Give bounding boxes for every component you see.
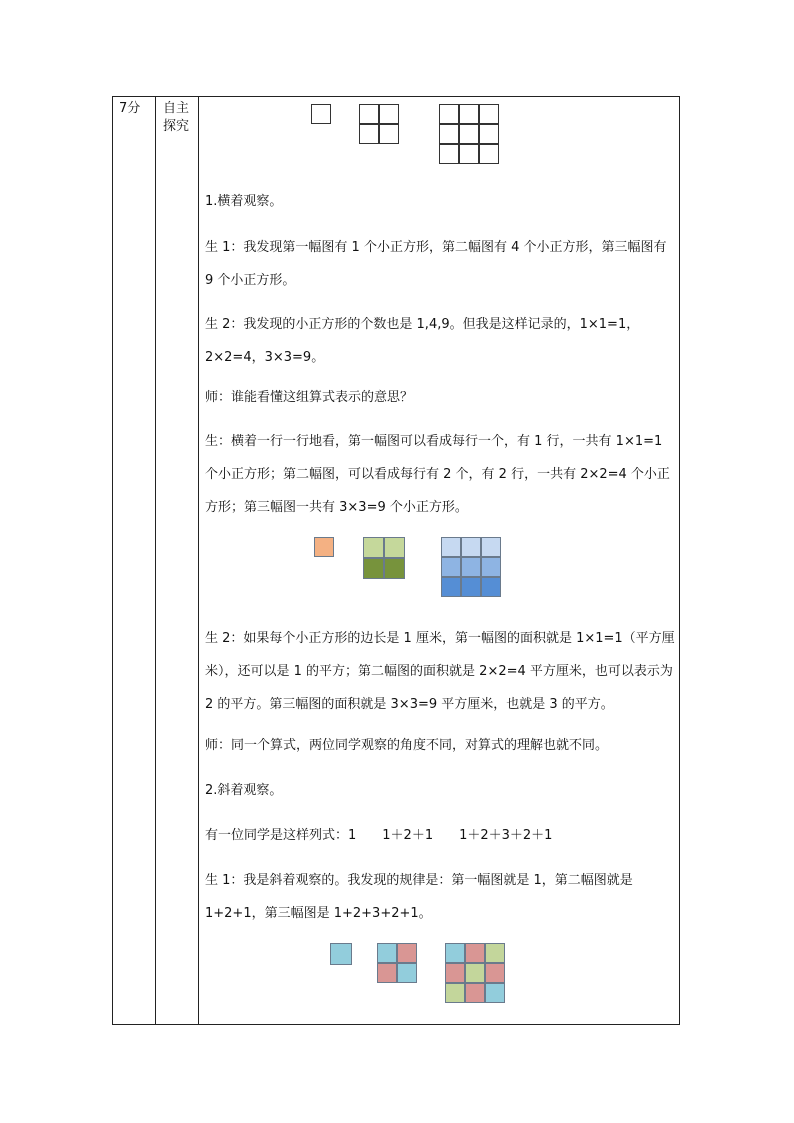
grid-cell <box>359 124 379 144</box>
grid-cell <box>461 557 481 577</box>
paragraph-5: 生：横着一行一行地看，第一幅图可以看成每行一个，有 1 行，一共有 1×1=1 个小正方形；第二幅图，可以看成每行有 2 个，有 2 行，一共有 2×2=4 个小正方形；第三幅图一共有 3×3=9 个小正方形。 <box>205 434 670 515</box>
grid-cell <box>363 558 384 579</box>
grid-cell <box>459 124 479 144</box>
colored-grid-3x3 <box>441 537 501 597</box>
outline-grid-3x3 <box>439 104 499 164</box>
grid-cell <box>397 943 417 963</box>
grid-cell <box>481 537 501 557</box>
paragraph-2: 生 1：我发现第一幅图有 1 个小正方形，第二幅图有 4 个小正方形，第三幅图有 9 个小正方形。 <box>205 240 667 288</box>
colored-grid-1x1 <box>314 537 334 557</box>
paragraph-8: 2.斜着观察。 <box>205 783 283 798</box>
grid-cell <box>479 104 499 124</box>
grid-cell <box>481 577 501 597</box>
paragraph-1: 1.横着观察。 <box>205 194 283 209</box>
column-divider-1 <box>155 97 156 1024</box>
paragraph-10: 生 1：我是斜着观察的。我发现的规律是：第一幅图就是 1，第二幅图就是 1+2+1，第三幅图是 1+2+3+2+1。 <box>205 873 633 921</box>
grid-cell <box>445 963 465 983</box>
grid-cell <box>465 943 485 963</box>
grid-cell <box>485 963 505 983</box>
grid-cell <box>384 537 405 558</box>
grid-cell <box>441 537 461 557</box>
grid-cell <box>377 963 397 983</box>
grid-cell <box>445 983 465 1003</box>
phase-cell: 自主探究 <box>163 101 190 134</box>
grid-cell <box>441 577 461 597</box>
grid-cell <box>441 557 461 577</box>
time-cell: 7分 <box>119 101 141 116</box>
lesson-table <box>112 96 680 1025</box>
grid-cell <box>311 104 331 124</box>
grid-cell <box>485 943 505 963</box>
paragraph-4: 师：谁能看懂这组算式表示的意思？ <box>205 390 414 405</box>
grid-cell <box>485 983 505 1003</box>
paragraph-9: 有一位同学是这样列式：1 1＋2＋1 1＋2＋3＋2＋1 <box>205 828 553 843</box>
paragraph-3: 生 2：我发现的小正方形的个数也是 1,4,9。但我是这样记录的，1×1=1，2×2=4，3×3=9。 <box>205 317 640 365</box>
column-divider-2 <box>198 97 199 1024</box>
grid-cell <box>379 124 399 144</box>
diagonal-grid-1x1 <box>330 943 352 965</box>
grid-cell <box>481 557 501 577</box>
paragraph-6: 生 2：如果每个小正方形的边长是 1 厘米，第一幅图的面积就是 1×1=1（平方厘米），还可以是 1 的平方；第二幅图的面积就是 2×2=4 平方厘米，也可以表示为 2 的平方。第三幅图的面积就是 3×3=9 平方厘米，也就是 3 的平方。 <box>205 631 675 712</box>
grid-cell <box>465 983 485 1003</box>
colored-grid-2x2 <box>363 537 405 579</box>
grid-cell <box>359 104 379 124</box>
grid-cell <box>379 104 399 124</box>
grid-cell <box>479 124 499 144</box>
grid-cell <box>314 537 334 557</box>
grid-cell <box>445 943 465 963</box>
diagonal-grid-2x2 <box>377 943 417 983</box>
grid-cell <box>459 104 479 124</box>
grid-cell <box>377 943 397 963</box>
grid-cell <box>461 537 481 557</box>
grid-cell <box>479 144 499 164</box>
grid-cell <box>397 963 417 983</box>
grid-cell <box>363 537 384 558</box>
grid-cell <box>461 577 481 597</box>
grid-cell <box>465 963 485 983</box>
diagonal-grid-3x3 <box>445 943 505 1003</box>
paragraph-7: 师：同一个算式，两位同学观察的角度不同，对算式的理解也就不同。 <box>205 738 609 753</box>
grid-cell <box>439 104 459 124</box>
outline-grid-1x1 <box>311 104 331 124</box>
grid-cell <box>439 124 459 144</box>
grid-cell <box>459 144 479 164</box>
grid-cell <box>330 943 352 965</box>
grid-cell <box>384 558 405 579</box>
outline-grid-2x2 <box>359 104 399 144</box>
grid-cell <box>439 144 459 164</box>
